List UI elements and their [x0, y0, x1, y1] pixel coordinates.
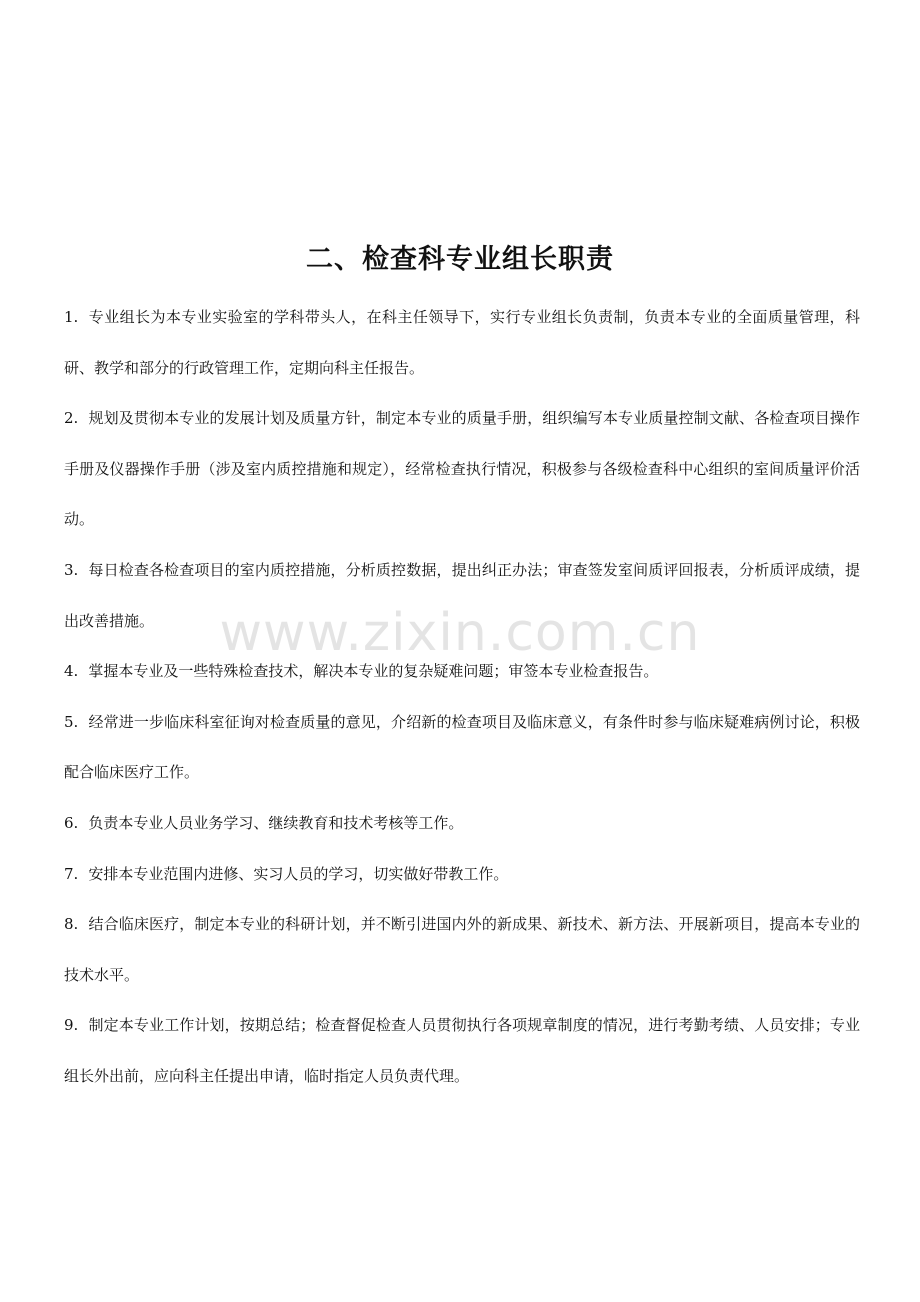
duty-item: [64, 899, 860, 1000]
item-number: 3.: [64, 560, 79, 579]
duty-item: [64, 1000, 860, 1101]
duty-item: [64, 646, 860, 697]
item-text: 规划及贯彻本专业的发展计划及质量方针，制定本专业的质量手册，组织编写本专业质量控制文献、各检查项目操作手册及仪器操作手册（涉及室内质控措施和规定），经常检查执行情况，积极参与各级检查科中心组织的室间质量评价活动。: [64, 409, 860, 529]
duty-item: [64, 697, 860, 798]
duty-item: [64, 798, 860, 849]
item-number: 4.: [64, 662, 79, 681]
watermark: www.zixin.com.cn: [219, 603, 701, 663]
item-text: 经常进一步临床科室征询对检查质量的意见，介绍新的检查项目及临床意义，有条件时参与临床疑难病例讨论，积极配合临床医疗工作。: [64, 712, 860, 782]
item-number: 8.: [64, 915, 79, 934]
duty-item: [64, 849, 860, 900]
item-number: 7.: [64, 864, 79, 883]
item-number: 5.: [64, 712, 79, 731]
item-text: 负责本专业人员业务学习、继续教育和技术考核等工作。: [88, 813, 464, 832]
item-text: 专业组长为本专业实验室的学科带头人，在科主任领导下，实行专业组长负责制，负责本专业的全面质量管理，科研、教学和部分的行政管理工作，定期向科主任报告。: [64, 308, 860, 377]
item-text: 制定本专业工作计划，按期总结；检查督促检查人员贯彻执行各项规章制度的情况，进行考勤考绩、人员安排；专业组长外出前，应向科主任提出申请，临时指定人员负责代理。: [64, 1016, 860, 1085]
duty-item: [64, 292, 860, 393]
item-number: 2.: [64, 409, 79, 428]
item-number: 6.: [64, 813, 79, 832]
duty-item: [64, 545, 860, 646]
item-text: 掌握本专业及一些特殊检查技术，解决本专业的复杂疑难问题；审签本专业检查报告。: [88, 662, 659, 681]
item-number: 9.: [64, 1016, 79, 1035]
duty-item: [64, 393, 860, 545]
item-text: 安排本专业范围内进修、实习人员的学习，切实做好带教工作。: [88, 864, 509, 883]
page-title: 二、检查科专业组长职责: [306, 244, 614, 275]
item-text: 每日检查各检查项目的室内质控措施，分析质控数据，提出纠正办法；审查签发室间质评回报表，分析质评成绩，提出改善措施。: [64, 560, 860, 630]
duty-list: [64, 292, 860, 1102]
item-text: 结合临床医疗，制定本专业的科研计划，并不断引进国内外的新成果、新技术、新方法、开展新项目，提高本专业的技术水平。: [64, 915, 860, 984]
item-number: 1.: [64, 308, 79, 326]
